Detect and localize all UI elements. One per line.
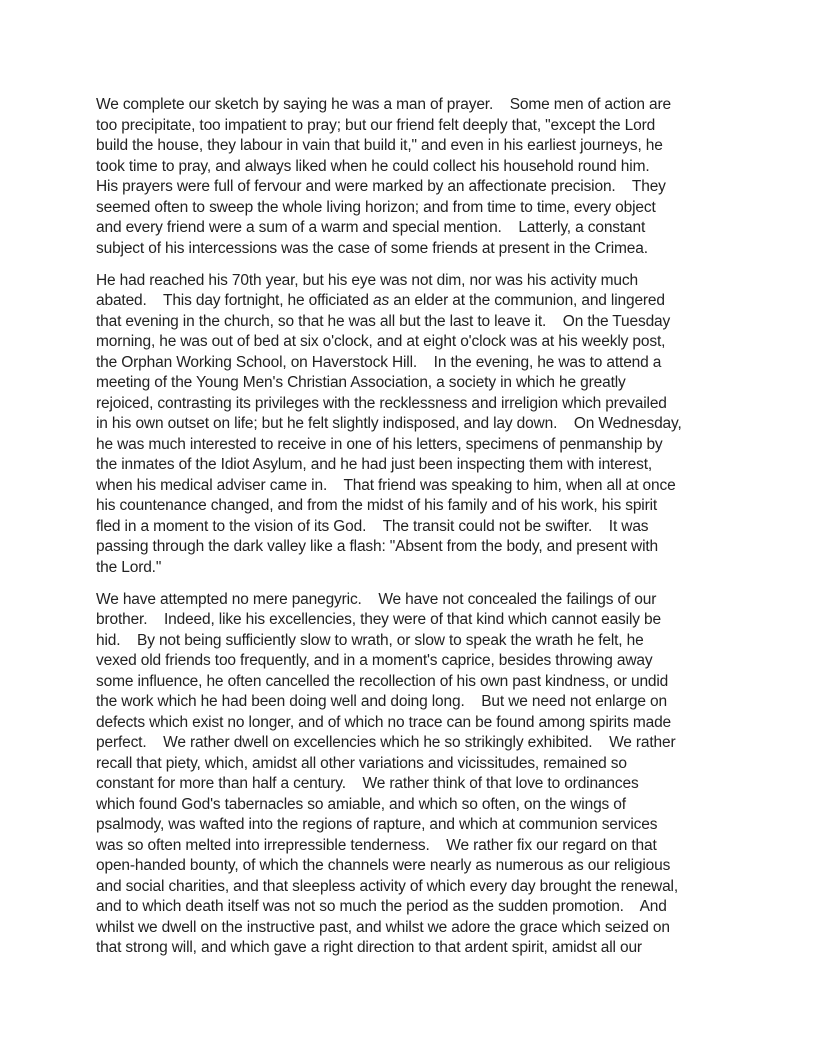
text-segment: the work which he had been doing well and doing long. But we need not enlarge on — [96, 693, 667, 710]
text-segment: constant for more than half a century. We rather think of that love to ordinances — [96, 775, 639, 792]
text-line — [96, 610, 736, 631]
text-line — [96, 631, 736, 652]
text-segment: vexed old friends too frequently, and in a moment's caprice, besides throwing away — [96, 652, 653, 669]
text-line — [96, 672, 736, 693]
text-segment: psalmody, was wafted into the regions of rapture, and which at communion services — [96, 816, 658, 833]
text-line — [96, 136, 736, 157]
text-line — [96, 795, 736, 816]
text-segment: some influence, he often cancelled the recollection of his own past kindness, or undid — [96, 672, 669, 690]
text-line — [96, 394, 736, 415]
text-line — [96, 332, 736, 353]
document-page — [96, 95, 736, 970]
text-segment: perfect. We rather dwell on excellencies which he so strikingly exhibited. We rather — [96, 734, 676, 751]
text-line — [96, 198, 736, 219]
text-segment: We complete our sketch by saying he was a man of prayer. Some men of action are — [96, 96, 671, 113]
text-line — [96, 877, 736, 898]
text-line — [96, 414, 736, 435]
text-line — [96, 651, 736, 672]
text-segment: His prayers were full of fervour and were marked by an affectionate precision. They — [96, 178, 666, 195]
text-line — [96, 856, 736, 877]
text-segment: open-handed bounty, of which the channels were nearly as numerous as our religious — [96, 857, 671, 874]
italic-text: as — [373, 292, 390, 309]
text-line — [96, 353, 736, 374]
text-segment: and to which death itself was not so much the period as the sudden promotion. And — [96, 898, 667, 915]
text-line — [96, 918, 736, 939]
paragraph — [96, 590, 736, 959]
paragraph — [96, 95, 736, 259]
text-segment: the Orphan Working School, on Haverstock Hill. In the evening, he was to attend a — [96, 353, 662, 371]
text-line — [96, 239, 736, 260]
text-line — [96, 116, 736, 137]
text-line — [96, 692, 736, 713]
text-segment: passing through the dark valley like a flash: "Absent from the body, and present with — [96, 538, 658, 555]
text-line — [96, 733, 736, 754]
text-segment: We have attempted no mere panegyric. We have not concealed the failings of our — [96, 590, 657, 608]
text-segment: build the house, they labour in vain that build it," and even in his earliest journeys, he — [96, 137, 663, 154]
text-segment: whilst we dwell on the instructive past, and whilst we adore the grace which seized on — [96, 918, 670, 936]
text-segment: recall that piety, which, amidst all other variations and vicissitudes, remained so — [96, 754, 627, 772]
text-line — [96, 157, 736, 178]
text-segment: took time to pray, and always liked when he could collect his household round him. — [96, 157, 650, 175]
text-line — [96, 476, 736, 497]
text-line — [96, 590, 736, 611]
text-line — [96, 754, 736, 775]
text-segment: abated. This day fortnight, he officiated — [96, 292, 374, 309]
text-line — [96, 373, 736, 394]
text-segment: defects which exist no longer, and of which no trace can be found among spirits made — [96, 713, 672, 731]
text-segment: the Lord." — [96, 558, 162, 576]
text-line — [96, 271, 736, 292]
text-segment: and every friend were a sum of a warm and special mention. Latterly, a constant — [96, 219, 646, 236]
text-segment: too precipitate, too impatient to pray; but our friend felt deeply that, "except the Lord — [96, 116, 656, 134]
text-segment: hid. By not being sufficiently slow to wrath, or slow to speak the wrath he felt, he — [96, 631, 644, 649]
text-line — [96, 897, 736, 918]
text-line — [96, 312, 736, 333]
text-line — [96, 938, 736, 959]
text-line — [96, 537, 736, 558]
text-segment: fled in a moment to the vision of its God. The transit could not be swifter. It was — [96, 517, 649, 535]
text-segment: meeting of the Young Men's Christian Association, a society in which he greatly — [96, 374, 626, 391]
text-line — [96, 815, 736, 836]
text-segment: in his own outset on life; but he felt slightly indisposed, and lay down. On Wednesday, — [96, 415, 682, 432]
text-line — [96, 435, 736, 456]
text-segment: was so often melted into irrepressible tenderness. We rather fix our regard on that — [96, 836, 657, 854]
text-line — [96, 774, 736, 795]
text-segment: which found God's tabernacles so amiable, and which so often, on the wings of — [96, 795, 626, 813]
text-segment: his countenance changed, and from the midst of his family and of his work, his spirit — [96, 497, 658, 514]
text-segment: He had reached his 70th year, but his eye was not dim, nor was his activity much — [96, 271, 638, 289]
text-line — [96, 496, 736, 517]
text-line — [96, 713, 736, 734]
text-segment: the inmates of the Idiot Asylum, and he had just been inspecting them with interest, — [96, 456, 653, 473]
text-line — [96, 558, 736, 579]
text-segment: seemed often to sweep the whole living horizon; and from time to time, every object — [96, 198, 656, 216]
text-segment: brother. Indeed, like his excellencies, they were of that kind which cannot easily be — [96, 611, 661, 628]
text-line — [96, 455, 736, 476]
paragraph — [96, 271, 736, 579]
text-line — [96, 95, 736, 116]
text-line — [96, 177, 736, 198]
text-segment: when his medical adviser came in. That friend was speaking to him, when all at once — [96, 476, 676, 494]
text-segment: that evening in the church, so that he was all but the last to leave it. On the Tuesday — [96, 312, 671, 330]
text-segment: that strong will, and which gave a right direction to that ardent spirit, amidst all our — [96, 939, 642, 956]
text-segment: an elder at the communion, and lingered — [389, 292, 665, 309]
text-segment: he was much interested to receive in one of his letters, specimens of penmanship by — [96, 435, 663, 453]
text-segment: subject of his intercessions was the case of some friends at present in the Crimea. — [96, 239, 648, 257]
text-line — [96, 836, 736, 857]
text-segment: rejoiced, contrasting its privileges with the recklessness and irreligion which prevailed — [96, 394, 667, 412]
text-segment: morning, he was out of bed at six o'clock, and at eight o'clock was at his weekly post, — [96, 333, 666, 350]
text-line — [96, 291, 736, 312]
text-line — [96, 218, 736, 239]
text-line — [96, 517, 736, 538]
text-segment: and social charities, and that sleepless activity of which every day brought the renewal, — [96, 877, 679, 895]
